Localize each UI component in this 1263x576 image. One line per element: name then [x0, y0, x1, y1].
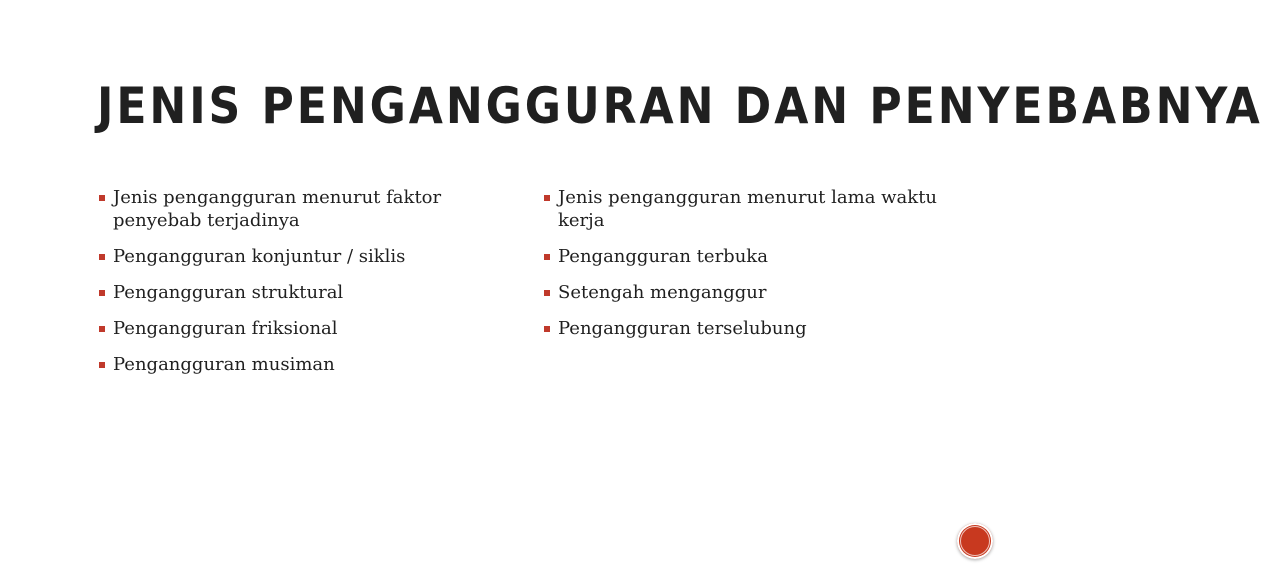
bullet-icon: [99, 290, 105, 296]
bullet-icon: [544, 290, 550, 296]
list-item-text: Pengangguran musiman: [113, 354, 335, 375]
bullet-icon: [99, 254, 105, 260]
list-item: [543, 317, 943, 340]
list-item: [98, 317, 498, 340]
bullet-icon: [99, 362, 105, 368]
right-bullet-list: [543, 186, 943, 353]
list-item-text: Pengangguran konjuntur / siklis: [113, 246, 406, 267]
slide-title: JENIS PENGANGGURAN DAN PENYEBABNYA: [97, 77, 1263, 135]
bullet-icon: [544, 254, 550, 260]
list-item: [98, 353, 498, 376]
bullet-icon: [544, 326, 550, 332]
list-item-text: Pengangguran terselubung: [558, 318, 807, 339]
list-item-text: Pengangguran friksional: [113, 318, 338, 339]
list-item-text: Jenis pengangguran menurut faktor penyebab terjadinya: [113, 187, 442, 231]
list-item-text: Pengangguran struktural: [113, 282, 344, 303]
list-item: [543, 281, 943, 304]
list-item-text: Pengangguran terbuka: [558, 246, 768, 267]
list-item: [98, 281, 498, 304]
list-item: [543, 245, 943, 268]
bullet-icon: [544, 195, 550, 201]
left-bullet-list: [98, 186, 498, 389]
bullet-icon: [99, 195, 105, 201]
list-item-text: Jenis pengangguran menurut lama waktu kerja: [558, 187, 938, 231]
list-item: [98, 186, 498, 232]
list-item: [543, 186, 943, 232]
list-item: [98, 245, 498, 268]
list-item-text: Setengah menganggur: [558, 282, 767, 303]
slide-number-badge: [957, 523, 993, 559]
bullet-icon: [99, 326, 105, 332]
